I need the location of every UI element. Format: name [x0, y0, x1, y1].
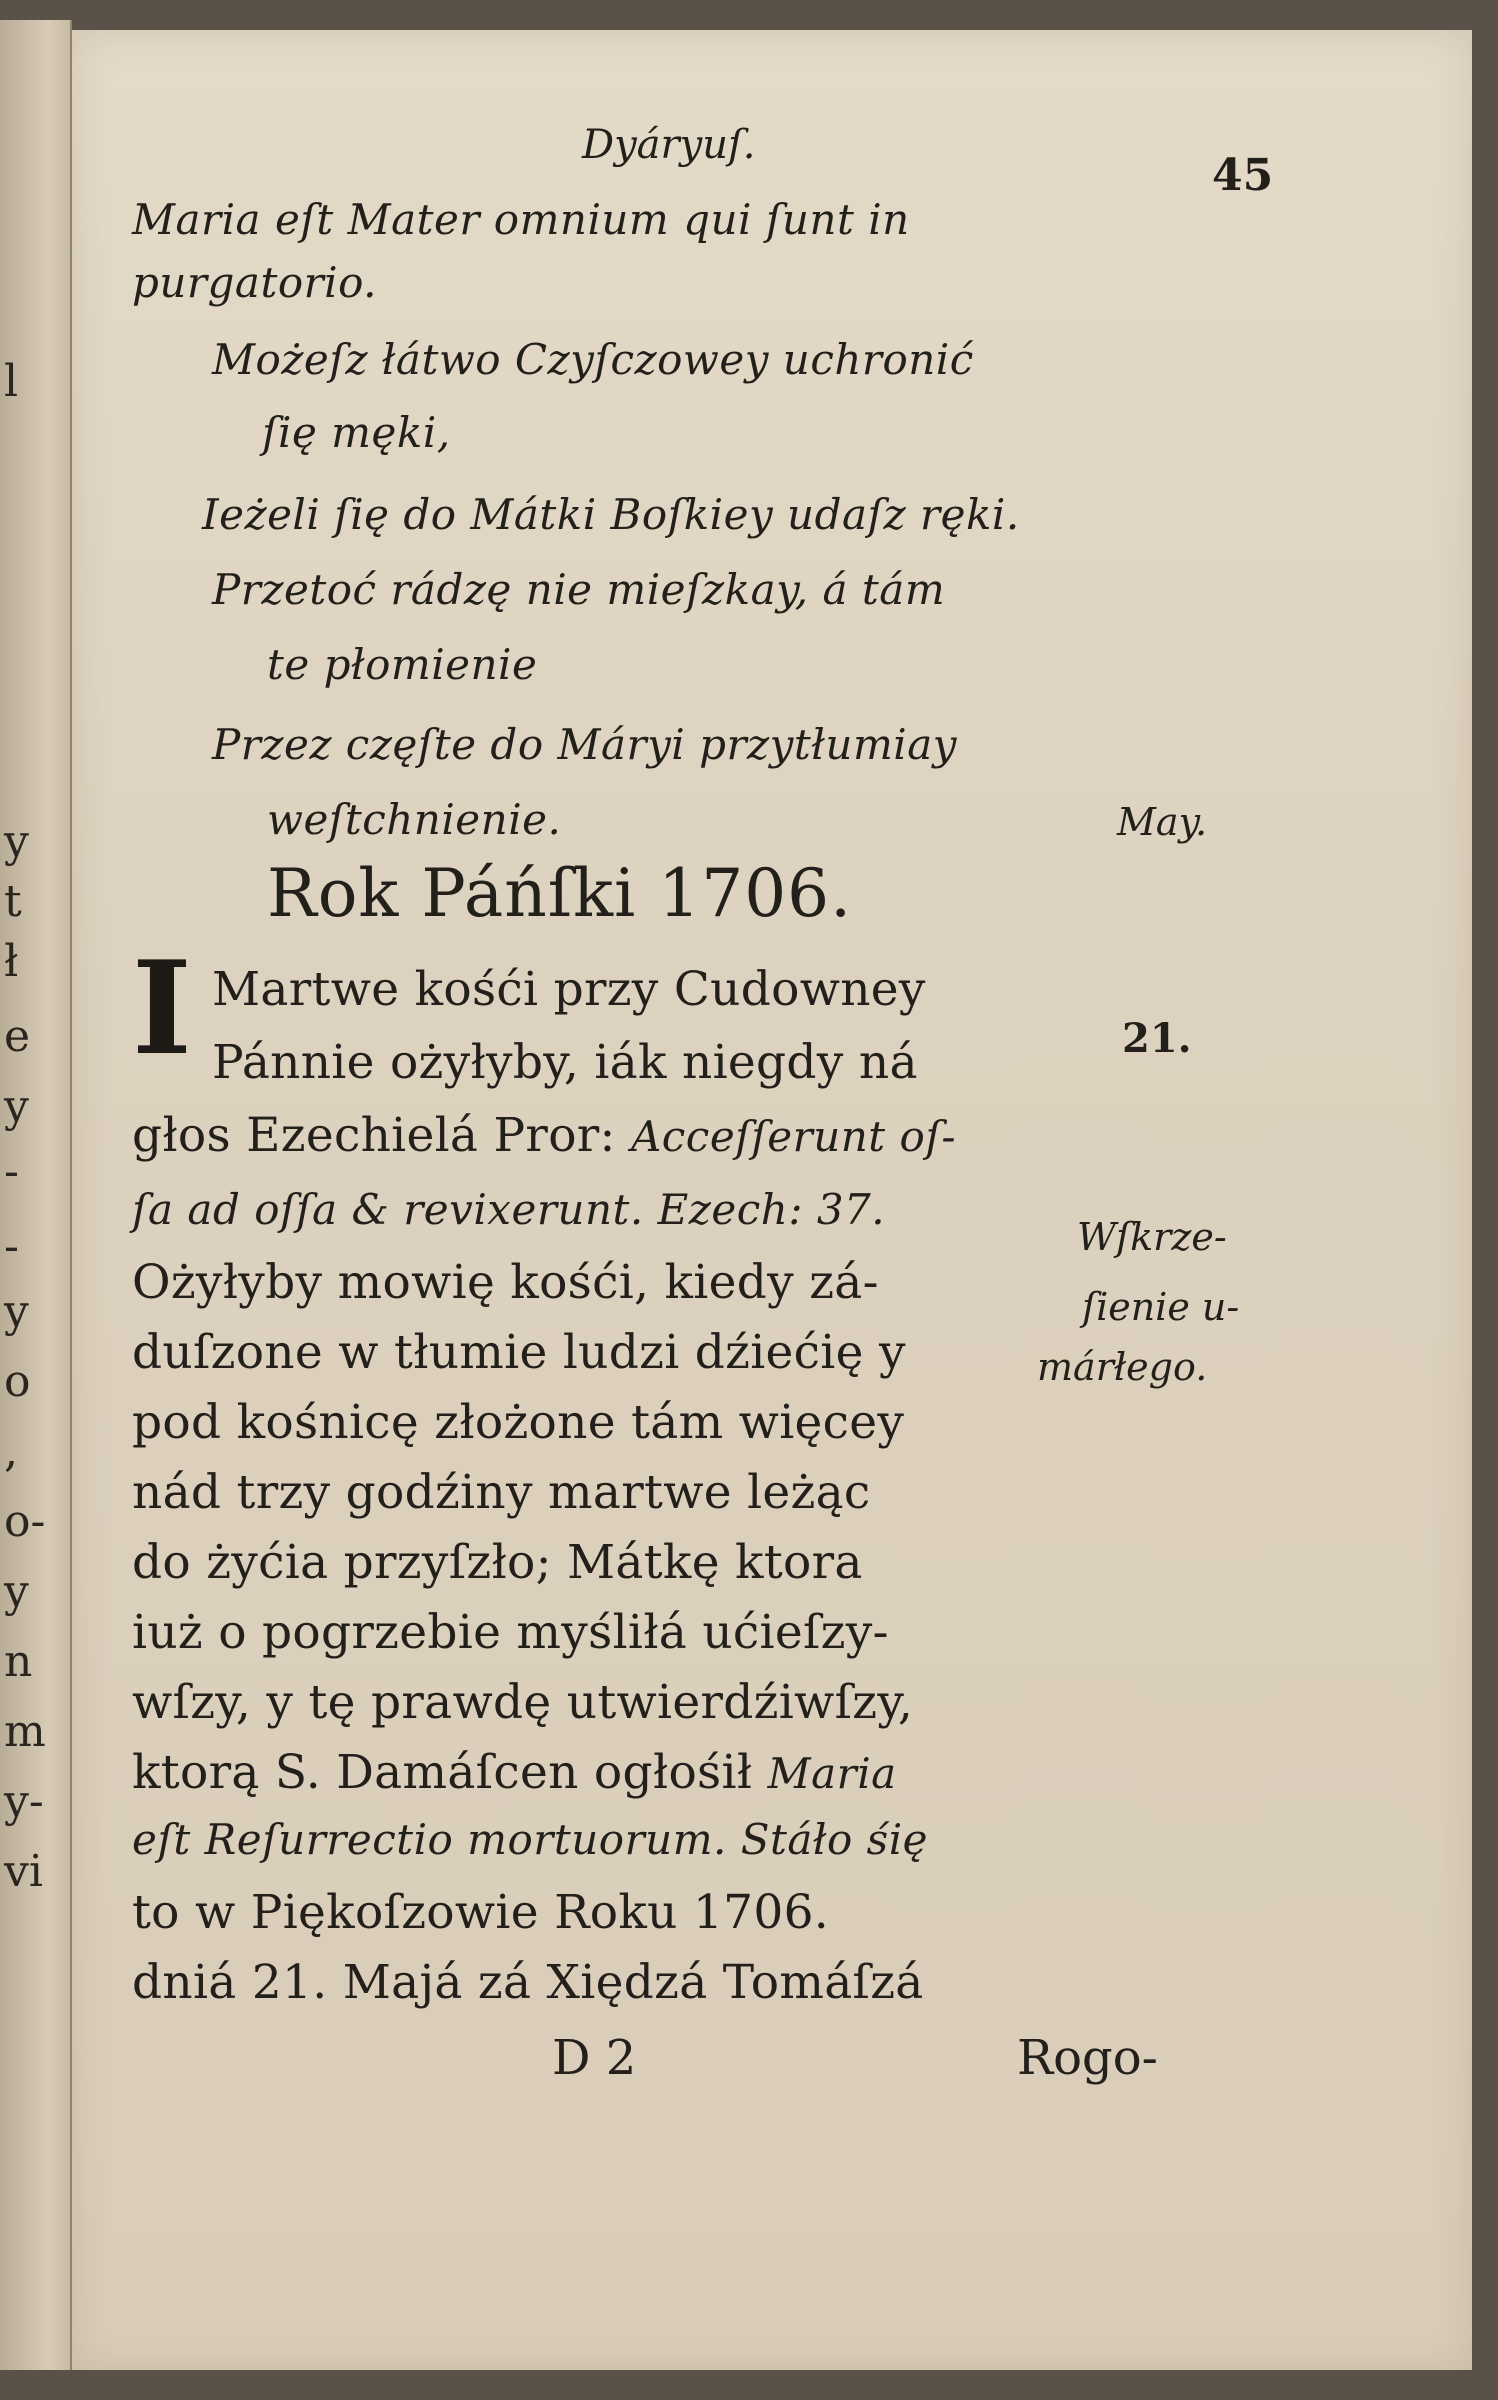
left-fragment: , [4, 1426, 18, 1477]
drop-cap: I [132, 934, 192, 1084]
verse-line: purgatorio. [132, 258, 378, 307]
body-line: do żyćia przyſzło; Mátkę ktora [132, 1535, 863, 1590]
left-fragment: y [4, 816, 29, 867]
body-line: Martwe kośći przy Cudowney [212, 962, 926, 1017]
verse-line: Maria eſt Mater omnium qui ſunt in [132, 195, 910, 244]
left-fragment: vi [4, 1846, 43, 1897]
body-line: Ożyłyby mowię kośći, kiedy zá- [132, 1255, 879, 1310]
verse-line: te płomienie [267, 640, 538, 689]
section-heading: Rok Páńſki 1706. [267, 855, 853, 932]
margin-month: May. [1117, 800, 1208, 844]
verse-line: Przetoć rádzę nie mieſzkay, á tám [212, 565, 946, 614]
left-fragment: t [4, 876, 22, 927]
margin-note-line: Wſkrze- [1077, 1215, 1227, 1259]
body-line [132, 1108, 956, 1163]
verse-line: Ieżeli ſię do Mátki Boſkiey udaſz ręki. [202, 490, 1020, 539]
left-fragment: m [4, 1706, 46, 1757]
catchword: Rogo- [1017, 2030, 1158, 2086]
running-title: Dyáryuſ. [582, 122, 756, 168]
body-line: dniá 21. Majá zá Xiędzá Tomáſzá [132, 1955, 924, 2010]
left-fragment: n [4, 1636, 33, 1687]
body-line: to w Piękoſzowie Roku 1706. [132, 1885, 830, 1940]
body-line: wſzy, y tę prawdę utwierdźiwſzy, [132, 1675, 914, 1730]
left-fragment: o- [4, 1496, 46, 1547]
body-line: nád trzy godźiny martwe leżąc [132, 1465, 871, 1520]
left-fragment: - [4, 1221, 19, 1272]
signature-mark: D 2 [552, 2030, 637, 2086]
previous-page-edge [0, 20, 72, 2370]
left-fragment: y- [4, 1776, 44, 1827]
body-line: Pánnie ożyłyby, iák niegdy ná [212, 1035, 918, 1090]
left-fragment: e [4, 1011, 31, 1062]
left-fragment: o [4, 1356, 31, 1407]
margin-day: 21. [1122, 1015, 1192, 1062]
body-line: duſzone w tłumie ludzi dźiećię y [132, 1325, 906, 1380]
book-page [72, 30, 1472, 2370]
verse-line: ſię męki, [262, 408, 451, 457]
body-text: ktorą S. Damáſcen ogłośił [132, 1745, 753, 1800]
body-line: eſt Reſurrectio mortuorum. Stáło śię [132, 1815, 929, 1864]
page-number: 45 [1212, 150, 1274, 201]
left-fragment: y [4, 1081, 29, 1132]
left-fragment: l [4, 356, 19, 407]
left-fragment: - [4, 1146, 19, 1197]
latin-quote: Acceſſerunt oſ- [630, 1112, 957, 1161]
body-line [132, 1745, 897, 1800]
left-fragment: y [4, 1286, 29, 1337]
left-fragment: ł [4, 936, 19, 987]
body-line: iuż o pogrzebie myśliłá ućieſzy- [132, 1605, 889, 1660]
body-line: pod kośnicę złożone tám więcey [132, 1395, 905, 1450]
verse-line: weſtchnienie. [267, 795, 562, 844]
body-line: ſa ad oſſa & revixerunt. Ezech: 37. [132, 1185, 886, 1234]
latin-quote: Maria [767, 1749, 897, 1798]
left-fragment: y [4, 1566, 29, 1617]
body-text: głos Ezechielá Pror: [132, 1108, 616, 1163]
verse-line: Przez częſte do Máryi przytłumiay [212, 720, 957, 769]
verse-line: Możeſz łátwo Czyſczowey uchronić [212, 335, 974, 384]
margin-note-line: márłego. [1037, 1345, 1208, 1389]
margin-note-line: ſienie u- [1082, 1285, 1240, 1329]
